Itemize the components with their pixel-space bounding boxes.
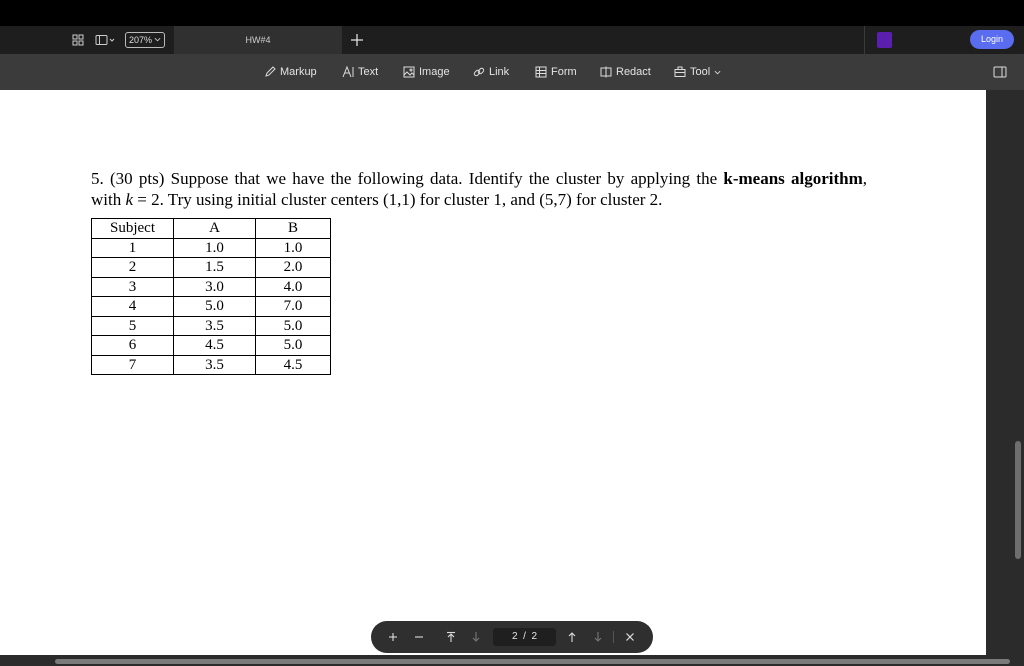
sidebar-layout-icon[interactable] (95, 34, 117, 46)
table-header: Subject (92, 219, 174, 239)
first-page-icon[interactable] (444, 630, 458, 644)
text-label: Text (358, 66, 379, 78)
table-row (92, 277, 331, 297)
table-cell: 5.0 (256, 336, 331, 356)
markup-tool[interactable] (264, 64, 317, 80)
zoom-select[interactable] (125, 32, 165, 48)
tab-divider (864, 26, 865, 54)
page-navigator (371, 621, 653, 653)
zoom-value: 207% (129, 35, 153, 45)
link-label: Link (489, 66, 510, 78)
chevron-down-icon (714, 69, 721, 76)
arrow-down-icon[interactable] (591, 630, 605, 644)
question-number: 5. (91, 169, 104, 188)
table-row (92, 336, 331, 356)
question-text (91, 168, 867, 210)
panel-toggle-icon[interactable] (993, 65, 1007, 79)
vertical-scrollbar-thumb[interactable] (1015, 441, 1021, 559)
right-scroll-area (986, 90, 1024, 655)
tool-label: Tool (690, 66, 711, 78)
login-button[interactable]: Login (970, 30, 1014, 49)
table-cell: 3.0 (174, 277, 256, 297)
table-cell: 5.0 (256, 316, 331, 336)
table-cell: 7 (92, 355, 174, 375)
table-cell: 4.5 (174, 336, 256, 356)
document-tab[interactable] (174, 26, 342, 54)
close-icon[interactable] (623, 630, 637, 644)
window-top-bar (0, 0, 1024, 26)
edit-toolbar (0, 54, 1024, 90)
text-icon (342, 66, 354, 78)
redact-label: Redact (616, 66, 651, 78)
link-icon (473, 66, 485, 78)
text-tool[interactable] (342, 64, 378, 80)
table-cell: 7.0 (256, 297, 331, 317)
current-page: 2 (511, 631, 518, 642)
image-label: Image (419, 66, 450, 78)
table-cell: 6 (92, 336, 174, 356)
pager-divider (613, 631, 614, 643)
new-tab-plus-icon[interactable] (350, 33, 364, 47)
table-cell: 2.0 (256, 258, 331, 278)
pen-icon (264, 66, 276, 78)
link-tool[interactable] (473, 64, 509, 80)
table-cell: 3.5 (174, 316, 256, 336)
tool-menu[interactable] (674, 64, 721, 80)
table-header: A (174, 219, 256, 239)
horizontal-scrollbar-thumb[interactable] (55, 659, 1010, 664)
table-cell: 5.0 (174, 297, 256, 317)
table-cell: 4 (92, 297, 174, 317)
toolbox-icon (674, 66, 686, 78)
table-row (92, 316, 331, 336)
arrow-up-icon[interactable] (565, 630, 579, 644)
total-pages: 2 (531, 631, 538, 642)
table-cell: 1.0 (256, 238, 331, 258)
table-row (92, 297, 331, 317)
redact-tool[interactable] (600, 64, 651, 80)
chevron-down-icon (154, 33, 161, 47)
table-cell: 2 (92, 258, 174, 278)
table-cell: 1.0 (174, 238, 256, 258)
question-eq: = 2. Try using initial cluster centers (1,1) for cluster 1, and (5,7) for cluster 2. (137, 190, 663, 209)
data-table (91, 218, 331, 375)
arrow-down-disabled-icon[interactable] (469, 630, 483, 644)
table-row (92, 258, 331, 278)
zoom-out-minus-icon[interactable] (412, 630, 426, 644)
zoom-in-plus-icon[interactable] (386, 630, 400, 644)
image-icon (403, 66, 415, 78)
form-label: Form (551, 66, 577, 78)
table-cell: 3.5 (174, 355, 256, 375)
question-var: k (125, 190, 134, 209)
table-header-row (92, 219, 331, 239)
table-cell: 3 (92, 277, 174, 297)
grid-view-icon[interactable] (72, 34, 84, 46)
page-separator: / (523, 631, 526, 642)
form-grid-icon (535, 66, 547, 78)
tab-bar (0, 26, 1024, 54)
form-tool[interactable] (535, 64, 577, 80)
question-part2: , with (91, 169, 868, 209)
question-bold: k-means algorithm (723, 169, 863, 188)
table-row (92, 355, 331, 375)
question-points: (30 pts) (110, 169, 165, 188)
tab-title: HW#4 (245, 35, 271, 45)
image-tool[interactable] (403, 64, 450, 80)
redact-icon (600, 66, 612, 78)
table-cell: 1 (92, 238, 174, 258)
table-cell: 1.5 (174, 258, 256, 278)
table-row (92, 238, 331, 258)
markup-label: Markup (280, 66, 317, 78)
question-part1: Suppose that we have the following data. Identify the cluster by applying the (170, 169, 718, 188)
table-header: B (256, 219, 331, 239)
table-cell: 4.5 (256, 355, 331, 375)
app-badge-icon[interactable] (877, 32, 892, 48)
table-cell: 5 (92, 316, 174, 336)
table-cell: 4.0 (256, 277, 331, 297)
page-indicator[interactable] (493, 628, 556, 646)
